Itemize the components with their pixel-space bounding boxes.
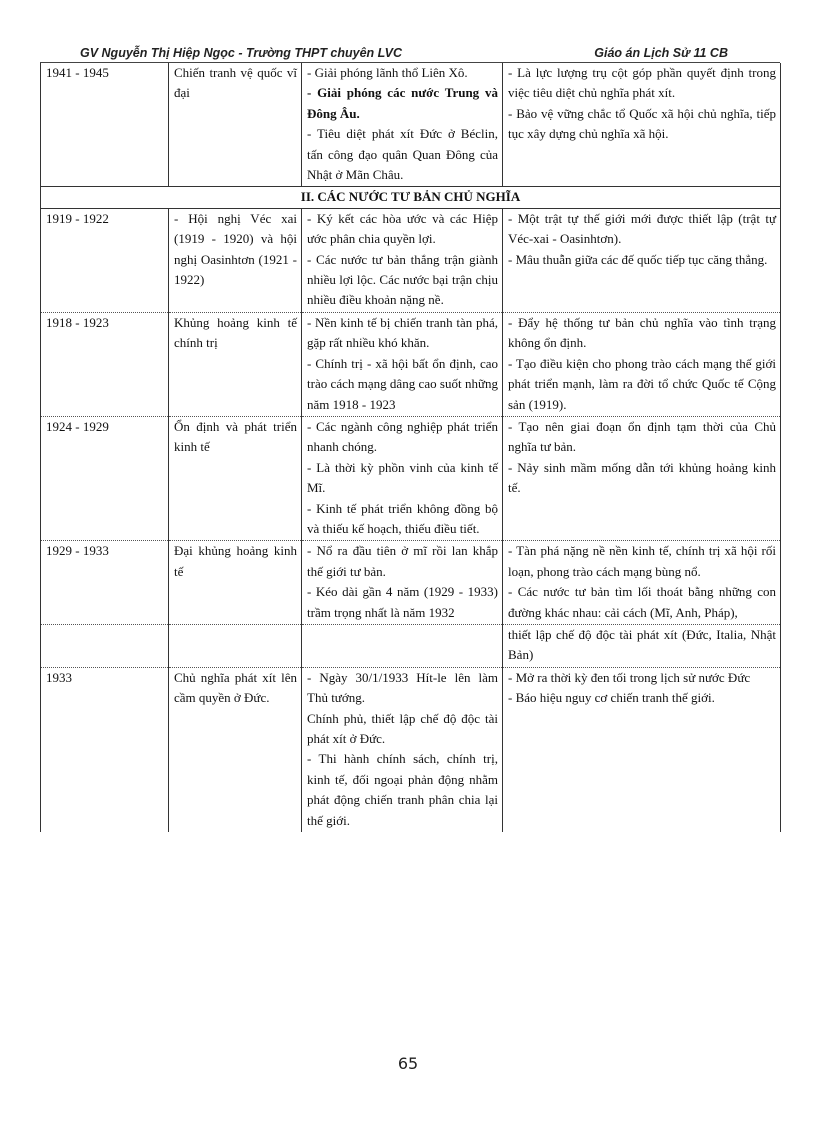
event-cell: Đại khủng hoảng kinh tế — [169, 541, 302, 625]
content-line: Chính phủ, thiết lập chế độ độc tài phát xít ở Đức. — [307, 710, 498, 746]
content-cell — [302, 63, 503, 187]
date-cell: 1933 — [41, 667, 169, 832]
header-author: GV Nguyễn Thị Hiệp Ngọc - Trường THPT chuyên LVC — [80, 46, 402, 60]
content-line: - Chính trị - xã hội bất ổn định, cao trào cách mạng dâng cao suốt những năm 1918 - 1923 — [307, 355, 498, 412]
history-timeline-table — [40, 63, 781, 832]
table-row — [41, 667, 781, 832]
date-cell — [41, 624, 169, 667]
content-line: - Tiêu diệt phát xít Đức ở Béclin, tấn công đạo quân Quan Đông của Nhật ở Mãn Châu. — [307, 126, 498, 183]
content-line: - Là thời kỳ phồn vinh của kinh tế Mĩ. — [307, 459, 498, 496]
significance-line: thiết lập chế độ độc tài phát xít (Đức, Italia, Nhật Bản) — [508, 626, 776, 663]
table-row — [41, 624, 781, 667]
significance-line: - Nảy sinh mầm mống dẫn tới khủng hoảng kinh tế. — [508, 459, 776, 496]
date-cell: 1918 - 1923 — [41, 312, 169, 416]
section-title: II. CÁC NƯỚC TƯ BẢN CHỦ NGHĨA — [41, 187, 781, 208]
date-cell: 1929 - 1933 — [41, 541, 169, 625]
significance-line: - Đẩy hệ thống tư bản chủ nghĩa vào tình trạng không ổn định. — [508, 314, 776, 351]
significance-line: - Mở ra thời kỳ đen tối trong lịch sử nước Đức — [508, 669, 751, 685]
significance-line: - Báo hiệu nguy cơ chiến tranh thế giới. — [508, 690, 715, 706]
content-cell — [302, 312, 503, 416]
significance-cell — [503, 416, 781, 540]
significance-line: - Bảo vệ vững chắc tổ Quốc xã hội chủ nghĩa, tiếp tục xây dựng chủ nghĩa xã hội. — [508, 105, 776, 142]
significance-cell — [503, 63, 781, 187]
significance-line: - Một trật tự thế giới mới được thiết lập (trật tự Véc-xai - Oasinhtơn). — [508, 210, 776, 247]
date-cell: 1941 - 1945 — [41, 63, 169, 187]
date-cell: 1919 - 1922 — [41, 208, 169, 312]
content-line: - Ngày 30/1/1933 Hít-le lên làm Thủ tướng. — [307, 669, 498, 706]
content-line: - Kinh tế phát triển không đồng bộ và thiếu kế hoạch, thiếu điều tiết. — [307, 500, 498, 536]
significance-line: - Các nước tư bản tìm lối thoát bằng những con đường khác nhau: cải cách (Mĩ, Anh, Pháp), — [508, 584, 776, 620]
content-line: - Ký kết các hòa ước và các Hiệp ước phân chia quyền lợi. — [307, 210, 498, 247]
event-cell: - Hội nghị Véc xai (1919 - 1920) và hội nghị Oasinhtơn (1921 - 1922) — [169, 208, 302, 312]
event-cell: Khủng hoảng kinh tế chính trị — [169, 312, 302, 416]
significance-line: - Tạo điều kiện cho phong trào cách mạng thế giới phát triển mạnh, làm ra đời tổ chức Quốc tế Cộng sản (1919). — [508, 355, 776, 412]
significance-line: - Mâu thuẫn giữa các đế quốc tiếp tục căng thẳng. — [508, 251, 768, 267]
content-line: - Thi hành chính sách, chính trị, kinh tế, đối ngoại phản động nhằm phát động chiến tranh phân chia lại thế giới. — [307, 751, 498, 828]
significance-line: - Tàn phá nặng nề nền kinh tế, chính trị xã hội rối loạn, phong trào cách mạng bùng nổ. — [508, 543, 776, 579]
table-row — [41, 208, 781, 312]
table-row — [41, 312, 781, 416]
significance-line: - Là lực lượng trụ cột góp phần quyết định trong việc tiêu diệt chủ nghĩa phát xít. — [508, 65, 776, 101]
significance-cell — [503, 208, 781, 312]
content-cell — [302, 416, 503, 540]
content-line: - Các ngành công nghiệp phát triển nhanh chóng. — [307, 418, 498, 455]
significance-cell — [503, 541, 781, 625]
table-row — [41, 63, 781, 187]
significance-cell — [503, 624, 781, 667]
content-line: - Nền kinh tế bị chiến tranh tàn phá, gặp rất nhiều khó khăn. — [307, 314, 498, 351]
content-line: - Kéo dài gần 4 năm (1929 - 1933) trầm trọng nhất là năm 1932 — [307, 584, 498, 620]
header-course: Giáo án Lịch Sử 11 CB — [594, 46, 728, 60]
content-line: - Nổ ra đầu tiên ở mĩ rồi lan khắp thế giới tư bản. — [307, 543, 498, 579]
significance-cell — [503, 312, 781, 416]
content-cell — [302, 624, 503, 667]
section-heading-row — [41, 187, 781, 208]
content-cell — [302, 667, 503, 832]
content-line: - Giải phóng các nước Trung và Đông Âu. — [307, 85, 498, 121]
significance-cell — [503, 667, 781, 832]
event-cell — [169, 624, 302, 667]
event-cell: Ổn định và phát triển kinh tế — [169, 416, 302, 540]
event-cell: Chiến tranh vệ quốc vĩ đại — [169, 63, 302, 187]
table-row — [41, 416, 781, 540]
event-cell: Chủ nghĩa phát xít lên cầm quyền ở Đức. — [169, 667, 302, 832]
content-line: - Giải phóng lãnh thổ Liên Xô. — [307, 65, 468, 80]
content-cell — [302, 208, 503, 312]
significance-line: - Tạo nên giai đoạn ổn định tạm thời của Chủ nghĩa tư bản. — [508, 418, 776, 455]
date-cell: 1924 - 1929 — [41, 416, 169, 540]
content-line: - Các nước tư bản thắng trận giành nhiều lợi lộc. Các nước bại trận chịu nhiều điều khoản nặng nề. — [307, 251, 498, 308]
table-row — [41, 541, 781, 625]
page-number: 65 — [397, 1054, 419, 1073]
content-cell — [302, 541, 503, 625]
